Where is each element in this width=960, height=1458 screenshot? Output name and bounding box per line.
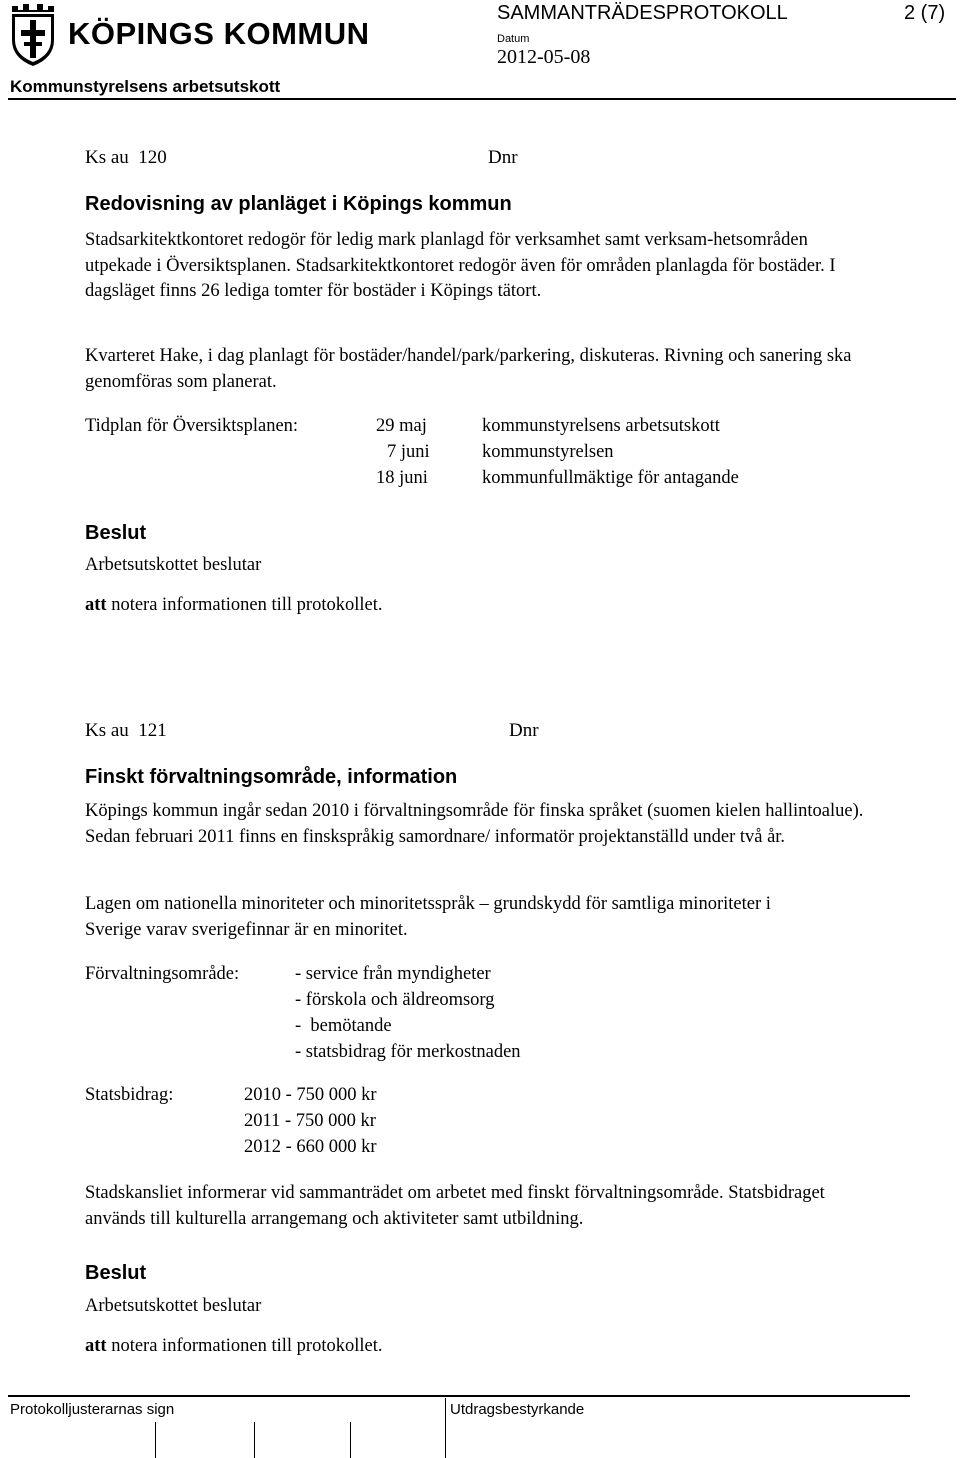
schedule-body: kommunstyrelsen xyxy=(482,442,614,462)
date-value: 2012-05-08 xyxy=(497,46,591,68)
signature-box-divider xyxy=(350,1422,351,1458)
extract-label: Utdragsbestyrkande xyxy=(450,1401,585,1418)
signature-box-divider xyxy=(445,1398,446,1458)
item-id: Ks au 120 xyxy=(85,147,167,168)
decision-intro: Arbetsutskottet beslutar xyxy=(85,555,262,575)
list-item: 2011 - 750 000 kr xyxy=(244,1111,376,1131)
document-type: SAMMANTRÄDESPROTOKOLL xyxy=(497,2,788,24)
schedule-date: 18 juni xyxy=(376,468,428,488)
list-item: - förskola och äldreomsorg xyxy=(295,990,495,1010)
page-number: 2 (7) xyxy=(904,2,946,24)
dnr-label: Dnr xyxy=(488,147,518,168)
schedule-date: 7 juni xyxy=(387,442,430,462)
schedule-label: Tidplan för Översiktsplanen: xyxy=(85,416,299,436)
signature-label: Protokolljusterarnas sign xyxy=(10,1401,175,1418)
area-label: Förvaltningsområde: xyxy=(85,964,240,984)
list-item: - statsbidrag för merkostnaden xyxy=(295,1042,521,1062)
decision-text: notera informationen till protokollet. xyxy=(111,595,383,615)
municipality-name: KÖPINGS KOMMUN xyxy=(68,16,370,51)
decision-line xyxy=(85,1333,382,1359)
list-item: 2012 - 660 000 kr xyxy=(244,1137,377,1157)
decision-att: att xyxy=(85,595,107,615)
coat-of-arms-icon xyxy=(10,2,56,68)
decision-att: att xyxy=(85,1336,107,1356)
list-item: - bemötande xyxy=(295,1016,392,1036)
list-item: 2010 - 750 000 kr xyxy=(244,1085,377,1105)
decision-line xyxy=(85,592,382,618)
committee-name: Kommunstyrelsens arbetsutskott xyxy=(10,77,281,96)
footer-divider xyxy=(8,1395,910,1397)
decision-intro: Arbetsutskottet beslutar xyxy=(85,1296,262,1316)
grant-label: Statsbidrag: xyxy=(85,1085,174,1105)
signature-box-divider xyxy=(155,1422,156,1458)
date-label: Datum xyxy=(497,33,530,45)
item-paragraph: Lagen om nationella minoriteter och minoritetsspråk – grundskydd för samtliga minoriteter i Sverige varav sverigefinnar är en minoritet. xyxy=(85,894,771,940)
signature-box-divider xyxy=(254,1422,255,1458)
item-title: Finskt förvaltningsområde, information xyxy=(85,766,458,788)
closing-paragraph: Stadskansliet informerar vid sammanträdet om arbetet med finskt förvaltningsområde. Statsbidraget används till kulturella arrangemang och aktiviteter samt utbildning. xyxy=(85,1183,825,1229)
item-title: Redovisning av planläget i Köpings kommun xyxy=(85,193,512,215)
dnr-label: Dnr xyxy=(509,720,539,741)
decision-text: notera informationen till protokollet. xyxy=(111,1336,383,1356)
schedule-body: kommunstyrelsens arbetsutskott xyxy=(482,416,720,436)
item-paragraph: Kvarteret Hake, i dag planlagt för bostäder/handel/park/parkering, diskuteras. Rivning och sanering ska genomföras som planerat. xyxy=(85,346,852,392)
list-item: - service från myndigheter xyxy=(295,964,491,984)
item-paragraph: Stadsarkitektkontoret redogör för ledig mark planlagd för verksamhet samt verksam-hetsområden utpekade i Översiktsplanen. Stadsarkitektkontoret redogör även för områden planlagda för bostäder. I dagsläget finns 26 lediga tomter för bostäder i Köpings tätort. xyxy=(85,230,836,301)
decision-heading: Beslut xyxy=(85,1262,147,1284)
decision-heading: Beslut xyxy=(85,522,147,544)
schedule-body: kommunfullmäktige för antagande xyxy=(482,468,739,488)
item-id: Ks au 121 xyxy=(85,720,167,741)
header-divider xyxy=(8,98,956,100)
municipality-logo xyxy=(10,2,370,68)
schedule-date: 29 maj xyxy=(376,416,427,436)
item-paragraph: Köpings kommun ingår sedan 2010 i förvaltningsområde för finska språket (suomen kielen hallintoalue). Sedan februari 2011 finns en finskspråkig samordnare/ informatör projektanställd under två år. xyxy=(85,801,864,847)
